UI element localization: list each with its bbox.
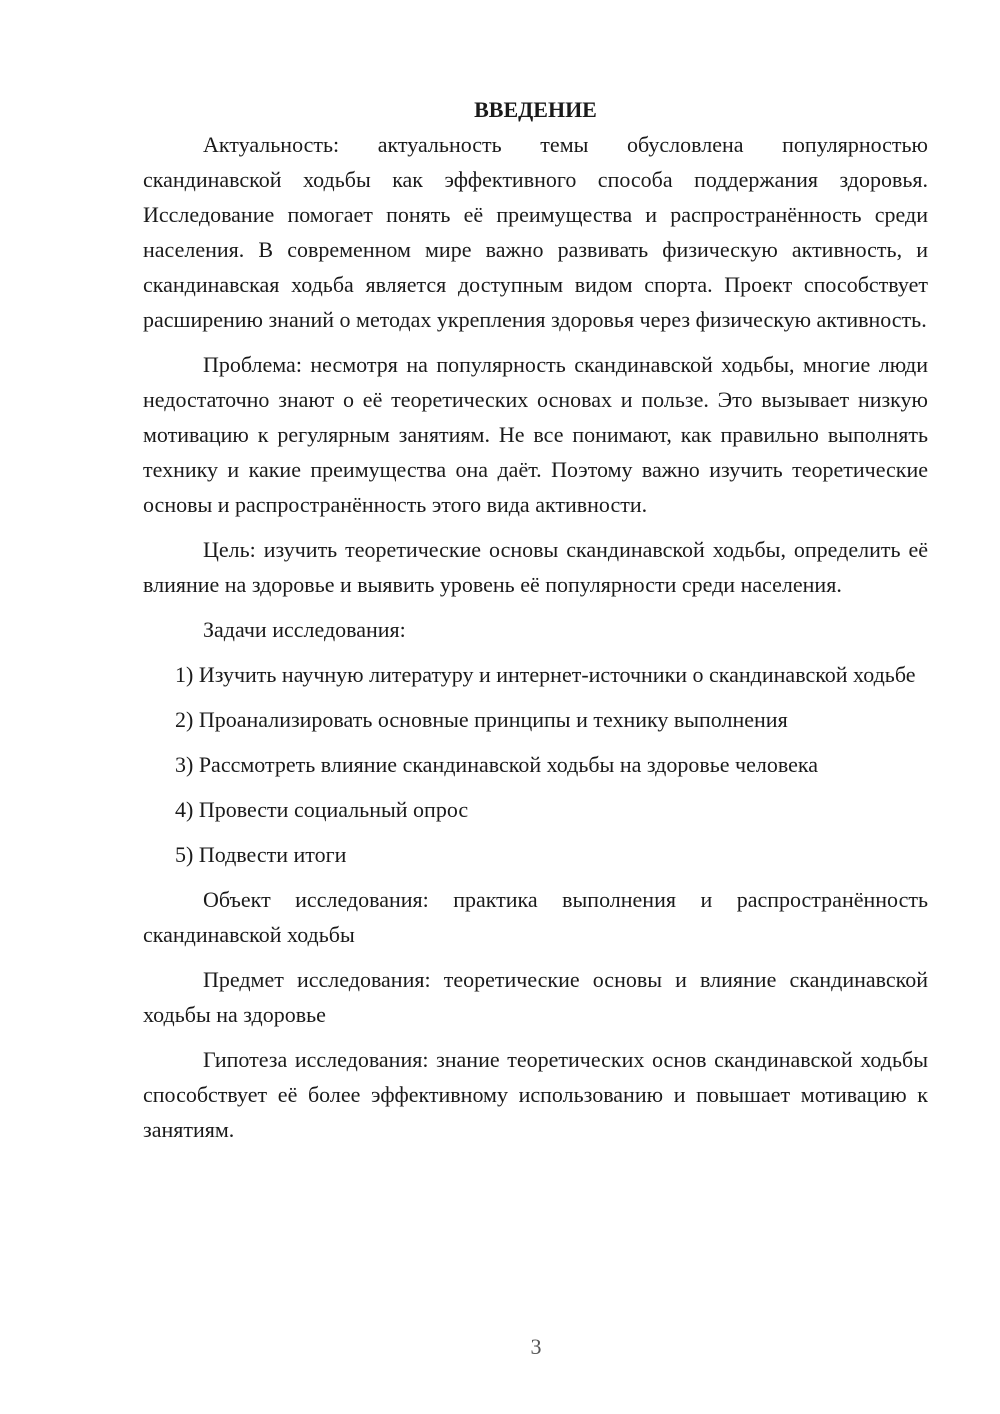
task-item: 4) Провести социальный опрос [175,797,469,822]
task-item: 2) Проанализировать основные принципы и технику выполнения [175,707,788,732]
relevance-paragraph: Актуальность: актуальность темы обусловлена популярностью скандинавской ходьбы как эффективного способа поддержания здоровья. Исследование помогает понять её преимущества и распространённость среди населения. В современном мире важно развивать физическую активность, и скандинавская ходьба является доступным видом спорта. Проект способствует расширению знаний о методах укрепления здоровья через физическую активность. [143,132,928,332]
subject-paragraph: Предмет исследования: теоретические основы и влияние скандинавской ходьбы на здоровье [143,967,928,1027]
section-title: ВВЕДЕНИЕ [474,97,597,122]
page-number: 3 [530,1334,542,1359]
page-content [143,92,928,1147]
task-item: 1) Изучить научную литературу и интернет-источники о скандинавской ходьбе [175,662,916,687]
task-item: 3) Рассмотреть влияние скандинавской ходьбы на здоровье человека [175,752,818,777]
tasks-heading: Задачи исследования: [203,617,406,642]
goal-paragraph: Цель: изучить теоретические основы скандинавской ходьбы, определить её влияние на здоровье и выявить уровень её популярности среди населения. [143,537,928,597]
problem-paragraph: Проблема: несмотря на популярность скандинавской ходьбы, многие люди недостаточно знают о её теоретических основах и пользе. Это вызывает низкую мотивацию к регулярным занятиям. Не все понимают, как правильно выполнять технику и какие преимущества она даёт. Поэтому важно изучить теоретические основы и распространённость этого вида активности. [143,352,928,517]
hypothesis-paragraph: Гипотеза исследования: знание теоретических основ скандинавской ходьбы способствует её более эффективному использованию и повышает мотивацию к занятиям. [143,1047,928,1142]
task-item: 5) Подвести итоги [175,842,347,867]
tasks-list [143,657,928,872]
object-paragraph: Объект исследования: практика выполнения и распространённость скандинавской ходьбы [143,887,928,947]
